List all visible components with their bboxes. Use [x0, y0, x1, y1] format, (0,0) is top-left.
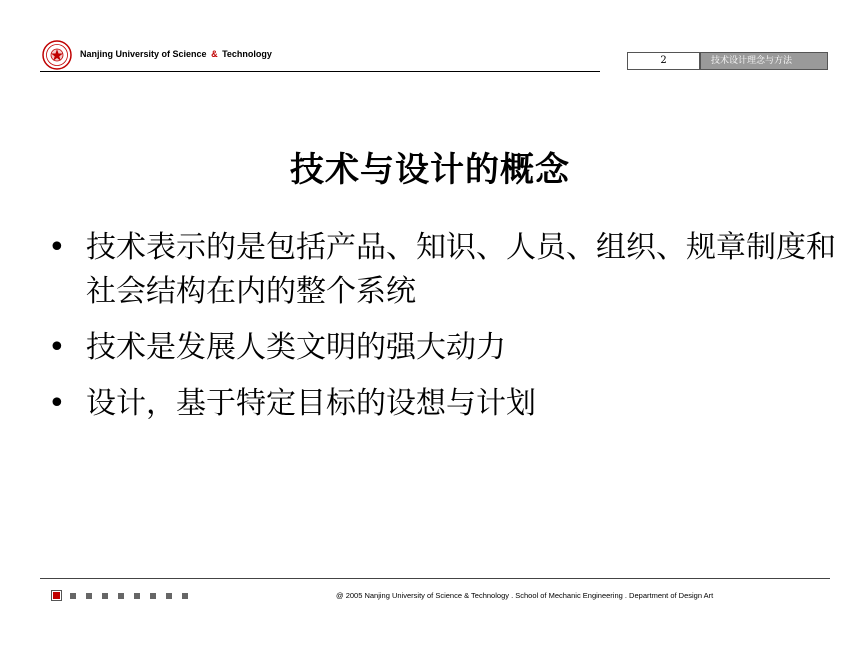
footer-copyright: @ 2005 Nanjing University of Science & Technology . School of Mechanic Engineering . Department of Design Art: [336, 591, 714, 600]
slide-title: 技术与设计的概念: [290, 150, 570, 190]
university-seal-icon: [42, 40, 72, 70]
bullet-text: 技术是发展人类文明的强大动力: [86, 330, 506, 365]
bullet-item: [48, 382, 838, 426]
bullet-icon: •: [48, 230, 66, 265]
nav-square-current-icon: [53, 592, 60, 599]
footer-divider: [40, 578, 830, 579]
nav-square-icon: [70, 593, 76, 599]
nav-square-icon: [150, 593, 156, 599]
bullet-icon: •: [48, 330, 66, 365]
bullet-item: [48, 326, 838, 370]
course-title: 技术设计理念与方法: [700, 52, 828, 70]
nav-square-icon: [166, 593, 172, 599]
bullet-list: [48, 226, 838, 438]
bullet-text: 设计，基于特定目标的设想与计划: [86, 386, 536, 421]
bullet-text: 技术表示的是包括产品、知识、人员、组织、规章制度和社会结构在内的整个系统: [86, 230, 836, 309]
header-divider: [40, 71, 600, 72]
university-name-ampersand: &: [211, 49, 218, 59]
nav-square-icon: [86, 593, 92, 599]
bullet-icon: •: [48, 386, 66, 421]
university-name-part2: Technology: [222, 49, 272, 59]
nav-square-icon: [102, 593, 108, 599]
slide-navigation-squares: [53, 592, 188, 599]
nav-square-icon: [182, 593, 188, 599]
nav-square-icon: [134, 593, 140, 599]
bullet-item: [48, 226, 838, 314]
university-name-part1: Nanjing University of Science: [80, 49, 207, 59]
page-number: 2: [627, 52, 700, 70]
university-name: [80, 49, 272, 59]
nav-square-icon: [118, 593, 124, 599]
